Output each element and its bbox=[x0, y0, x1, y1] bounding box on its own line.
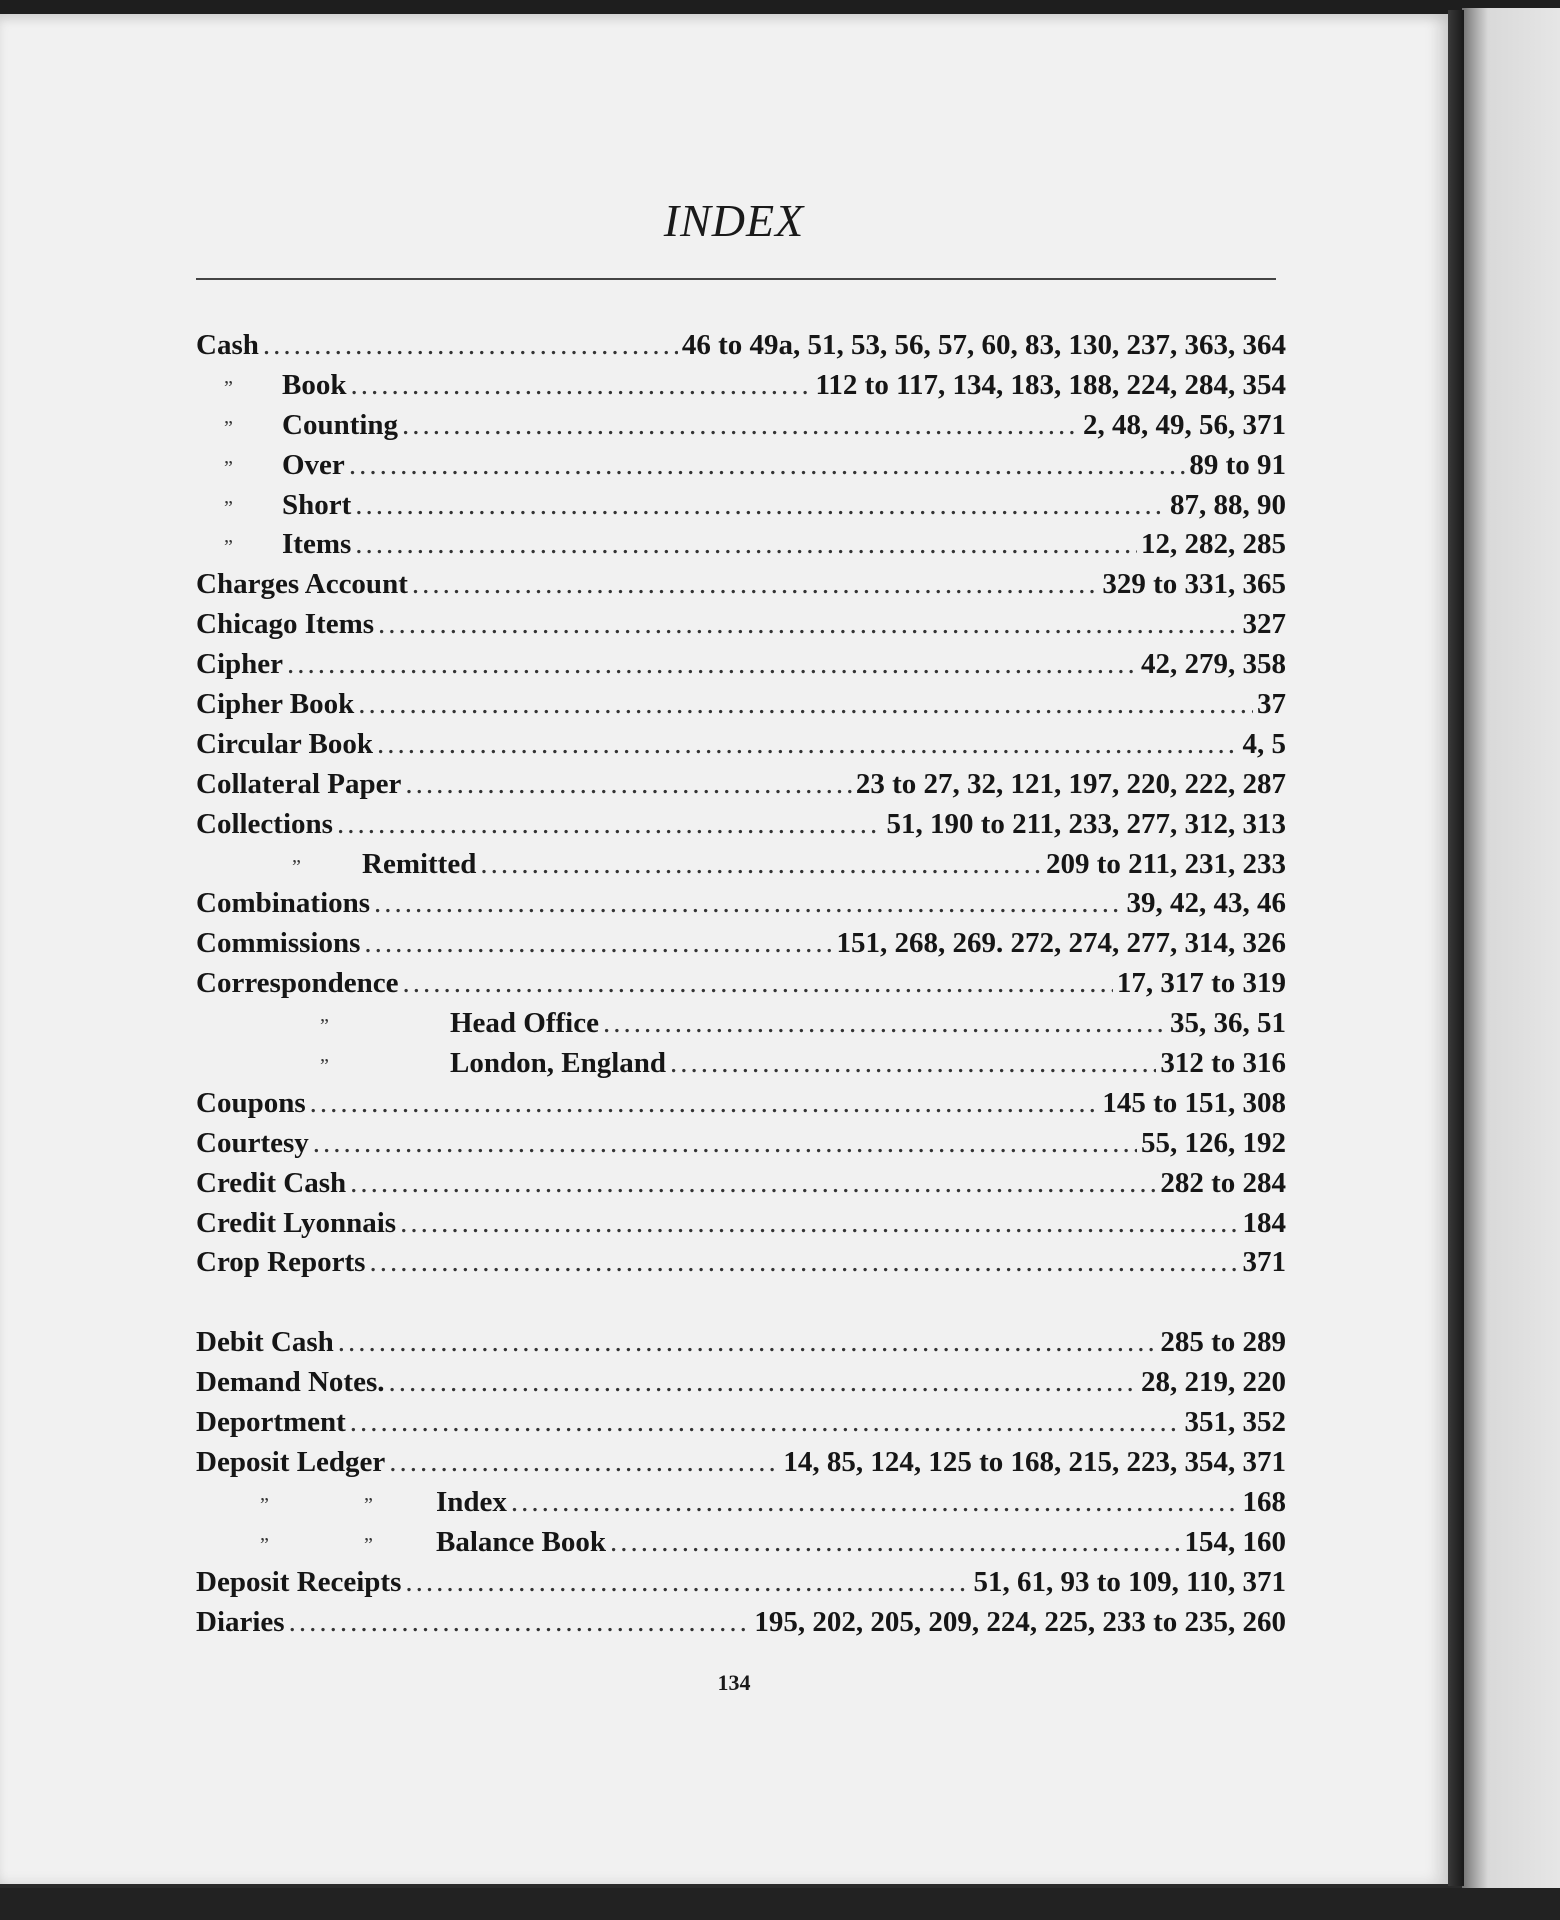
index-entry-deportment bbox=[196, 1403, 1286, 1443]
entry-pages: 28, 219, 220 bbox=[1141, 1366, 1286, 1399]
index-entry-charges-account bbox=[196, 565, 1286, 605]
index-entry-credit-lyonnais bbox=[196, 1204, 1286, 1244]
ditto-mark: ” bbox=[224, 456, 233, 479]
index-entry-coupons bbox=[196, 1084, 1286, 1124]
facing-page-edge bbox=[1462, 8, 1560, 1888]
entry-label-text: Items bbox=[282, 528, 352, 561]
entry-label: Credit Cash bbox=[196, 1166, 347, 1199]
entry-pages: 46 to 49a, 51, 53, 56, 57, 60, 83, 130, 237, 363, 364 bbox=[681, 329, 1286, 361]
entry-label: Correspondence bbox=[196, 967, 399, 1000]
entry-label: Cipher bbox=[196, 648, 283, 681]
entry-pages: 327 bbox=[1242, 608, 1286, 641]
entry-label: Courtesy bbox=[196, 1126, 309, 1159]
dot-leader bbox=[369, 1243, 1238, 1283]
ditto-mark: ” bbox=[224, 536, 233, 559]
dot-leader bbox=[670, 1044, 1156, 1084]
entry-label: Cash bbox=[196, 329, 259, 361]
dot-leader bbox=[350, 1403, 1181, 1443]
dot-leader bbox=[610, 1523, 1181, 1563]
index-entry-deposit-receipts bbox=[196, 1563, 1286, 1603]
index-entry-credit-cash bbox=[196, 1164, 1286, 1204]
page-number: 134 bbox=[717, 1670, 751, 1695]
ditto-mark: ” bbox=[260, 1533, 269, 1556]
dot-leader bbox=[603, 1004, 1166, 1044]
page-title: INDEX bbox=[663, 195, 805, 246]
dot-leader bbox=[355, 486, 1166, 526]
entry-label bbox=[196, 446, 345, 489]
entry-label: Combinations bbox=[196, 887, 371, 920]
scan-bottom-edge bbox=[0, 1888, 1560, 1920]
index-entry-collateral-paper bbox=[196, 765, 1286, 805]
entry-label: Diaries bbox=[196, 1605, 285, 1638]
index-entry-demand-notes bbox=[196, 1363, 1286, 1403]
ditto-mark: ” bbox=[364, 1493, 373, 1516]
dot-leader bbox=[378, 605, 1238, 645]
entry-label: Circular Book bbox=[196, 727, 373, 760]
entry-label bbox=[196, 525, 351, 568]
entry-label: Collateral Paper bbox=[196, 767, 402, 800]
index-entry-deposit-ledger bbox=[196, 1443, 1286, 1483]
entry-pages: 42, 279, 358 bbox=[1141, 648, 1286, 681]
entry-label bbox=[196, 1044, 666, 1087]
index-entry-circular-book bbox=[196, 725, 1286, 765]
dot-leader bbox=[405, 1563, 969, 1603]
entry-pages: 168 bbox=[1242, 1485, 1286, 1518]
dot-leader bbox=[511, 1483, 1239, 1523]
entry-label: Commissions bbox=[196, 927, 361, 960]
index-entry-correspondence-head-office bbox=[196, 1004, 1286, 1044]
ditto-mark: ” bbox=[292, 855, 301, 878]
ditto-mark: ” bbox=[224, 496, 233, 519]
entry-label-text: Balance Book bbox=[436, 1525, 606, 1558]
entry-pages: 145 to 151, 308 bbox=[1102, 1086, 1286, 1119]
entry-label bbox=[196, 845, 476, 888]
ditto-mark: ” bbox=[364, 1533, 373, 1556]
entry-pages: 154, 160 bbox=[1184, 1525, 1286, 1558]
ditto-mark: ” bbox=[224, 416, 233, 439]
dot-leader bbox=[405, 765, 851, 805]
dot-leader bbox=[389, 1443, 779, 1483]
entry-pages: 17, 317 to 319 bbox=[1116, 967, 1286, 1000]
entry-pages: 23 to 27, 32, 121, 197, 220, 222, 287 bbox=[855, 767, 1286, 800]
entry-pages: 351, 352 bbox=[1184, 1406, 1286, 1439]
index-entry-cash-book bbox=[196, 366, 1286, 406]
index-entry-courtesy bbox=[196, 1124, 1286, 1164]
index-entry-deposit-ledger-index bbox=[196, 1483, 1286, 1523]
dot-leader bbox=[350, 366, 811, 406]
entry-pages: 14, 85, 124, 125 to 168, 215, 223, 354, 371 bbox=[783, 1446, 1286, 1479]
entry-label: Collections bbox=[196, 807, 333, 840]
ditto-mark: ” bbox=[224, 376, 233, 399]
entry-label: Deportment bbox=[196, 1406, 346, 1439]
entry-pages: 35, 36, 51 bbox=[1170, 1007, 1286, 1040]
entry-label bbox=[196, 486, 351, 529]
index-entry-crop-reports bbox=[196, 1243, 1286, 1283]
dot-leader bbox=[374, 884, 1122, 924]
entry-pages: 51, 190 to 211, 233, 277, 312, 313 bbox=[886, 807, 1286, 840]
dot-leader bbox=[358, 685, 1253, 725]
entry-pages: 312 to 316 bbox=[1160, 1047, 1286, 1080]
entry-label bbox=[196, 1004, 599, 1047]
index-entry-deposit-ledger-balance-book bbox=[196, 1523, 1286, 1563]
entry-label-text: Short bbox=[282, 488, 352, 521]
entry-label: Coupons bbox=[196, 1086, 306, 1119]
dot-leader bbox=[349, 446, 1186, 486]
index-entry-cipher bbox=[196, 645, 1286, 685]
entry-pages: 282 to 284 bbox=[1160, 1166, 1286, 1199]
entry-label-text: Counting bbox=[282, 408, 399, 441]
dot-leader bbox=[389, 1363, 1138, 1403]
index-entries bbox=[196, 326, 1286, 1643]
index-entry-collections bbox=[196, 805, 1286, 845]
book-gutter bbox=[1448, 10, 1464, 1886]
entry-pages: 87, 88, 90 bbox=[1170, 488, 1286, 521]
entry-pages: 184 bbox=[1242, 1206, 1286, 1239]
entry-label: Deposit Receipts bbox=[196, 1565, 402, 1598]
entry-label: Charges Account bbox=[196, 568, 408, 601]
entry-pages: 285 to 289 bbox=[1160, 1326, 1286, 1359]
index-entry-chicago-items bbox=[196, 605, 1286, 645]
entry-label: Cipher Book bbox=[196, 688, 355, 721]
dot-leader bbox=[310, 1084, 1099, 1124]
entry-label-text: Head Office bbox=[450, 1007, 599, 1040]
entry-pages: 209 to 211, 231, 233 bbox=[1045, 847, 1286, 880]
dot-leader bbox=[364, 924, 832, 964]
entry-pages: 371 bbox=[1242, 1246, 1286, 1279]
entry-label: Chicago Items bbox=[196, 608, 375, 641]
index-entry-collections-remitted bbox=[196, 845, 1286, 885]
entry-label: Debit Cash bbox=[196, 1326, 334, 1359]
entry-label: Crop Reports bbox=[196, 1246, 366, 1279]
entry-pages: 151, 268, 269. 272, 274, 277, 314, 326 bbox=[836, 927, 1286, 960]
entry-pages: 55, 126, 192 bbox=[1141, 1126, 1286, 1159]
dot-leader bbox=[377, 725, 1239, 765]
entry-label bbox=[196, 406, 398, 449]
index-entry-commissions bbox=[196, 924, 1286, 964]
index-entry-cash-items bbox=[196, 525, 1286, 565]
entry-pages: 51, 61, 93 to 109, 110, 371 bbox=[973, 1565, 1286, 1598]
entry-label bbox=[196, 1483, 507, 1526]
ditto-mark: ” bbox=[320, 1015, 329, 1038]
entry-label: Credit Lyonnais bbox=[196, 1206, 397, 1239]
entry-label bbox=[196, 1523, 606, 1566]
entry-pages: 39, 42, 43, 46 bbox=[1126, 887, 1286, 920]
index-entry-correspondence-london bbox=[196, 1044, 1286, 1084]
ditto-mark: ” bbox=[320, 1055, 329, 1078]
entry-label bbox=[196, 366, 346, 409]
entry-pages: 37 bbox=[1257, 688, 1286, 721]
index-entry-cash-counting bbox=[196, 406, 1286, 446]
index-entry-combinations bbox=[196, 884, 1286, 924]
entry-label: Deposit Ledger bbox=[196, 1446, 386, 1479]
entry-label-text: London, England bbox=[450, 1047, 667, 1080]
index-entry-cash-over bbox=[196, 446, 1286, 486]
dot-leader bbox=[338, 1323, 1157, 1363]
entry-pages: 112 to 117, 134, 183, 188, 224, 284, 354 bbox=[815, 368, 1286, 401]
entry-label-text: Over bbox=[282, 448, 345, 481]
entry-label-text: Remitted bbox=[362, 847, 477, 880]
index-entry-diaries bbox=[196, 1603, 1286, 1643]
entry-label-text: Index bbox=[436, 1485, 507, 1518]
dot-leader bbox=[400, 1204, 1238, 1244]
entry-label: Demand Notes. bbox=[196, 1366, 385, 1399]
dot-leader bbox=[402, 964, 1112, 1004]
entry-label-text: Book bbox=[282, 368, 347, 401]
entry-pages: 195, 202, 205, 209, 224, 225, 233 to 235, 260 bbox=[754, 1605, 1286, 1638]
dot-leader bbox=[350, 1164, 1156, 1204]
index-entry-cipher-book bbox=[196, 685, 1286, 725]
dot-leader bbox=[480, 845, 1042, 885]
dot-leader bbox=[313, 1124, 1137, 1164]
entry-pages: 2, 48, 49, 56, 371 bbox=[1083, 408, 1286, 441]
index-entry-cash-short bbox=[196, 486, 1286, 526]
dot-leader bbox=[289, 1603, 751, 1643]
entry-pages: 12, 282, 285 bbox=[1141, 528, 1286, 561]
dot-leader bbox=[355, 525, 1137, 565]
dot-leader bbox=[402, 406, 1079, 446]
index-entry-correspondence bbox=[196, 964, 1286, 1004]
dot-leader bbox=[337, 805, 883, 845]
entry-pages: 89 to 91 bbox=[1189, 448, 1286, 481]
entry-pages: 329 to 331, 365 bbox=[1102, 568, 1286, 601]
dot-leader bbox=[263, 326, 678, 366]
index-entry-cash bbox=[196, 326, 1286, 366]
entry-pages: 4, 5 bbox=[1242, 727, 1286, 760]
dot-leader bbox=[287, 645, 1137, 685]
dot-leader bbox=[412, 565, 1098, 605]
ditto-mark: ” bbox=[260, 1493, 269, 1516]
title-rule bbox=[196, 278, 1276, 280]
index-entry-debit-cash bbox=[196, 1323, 1286, 1363]
